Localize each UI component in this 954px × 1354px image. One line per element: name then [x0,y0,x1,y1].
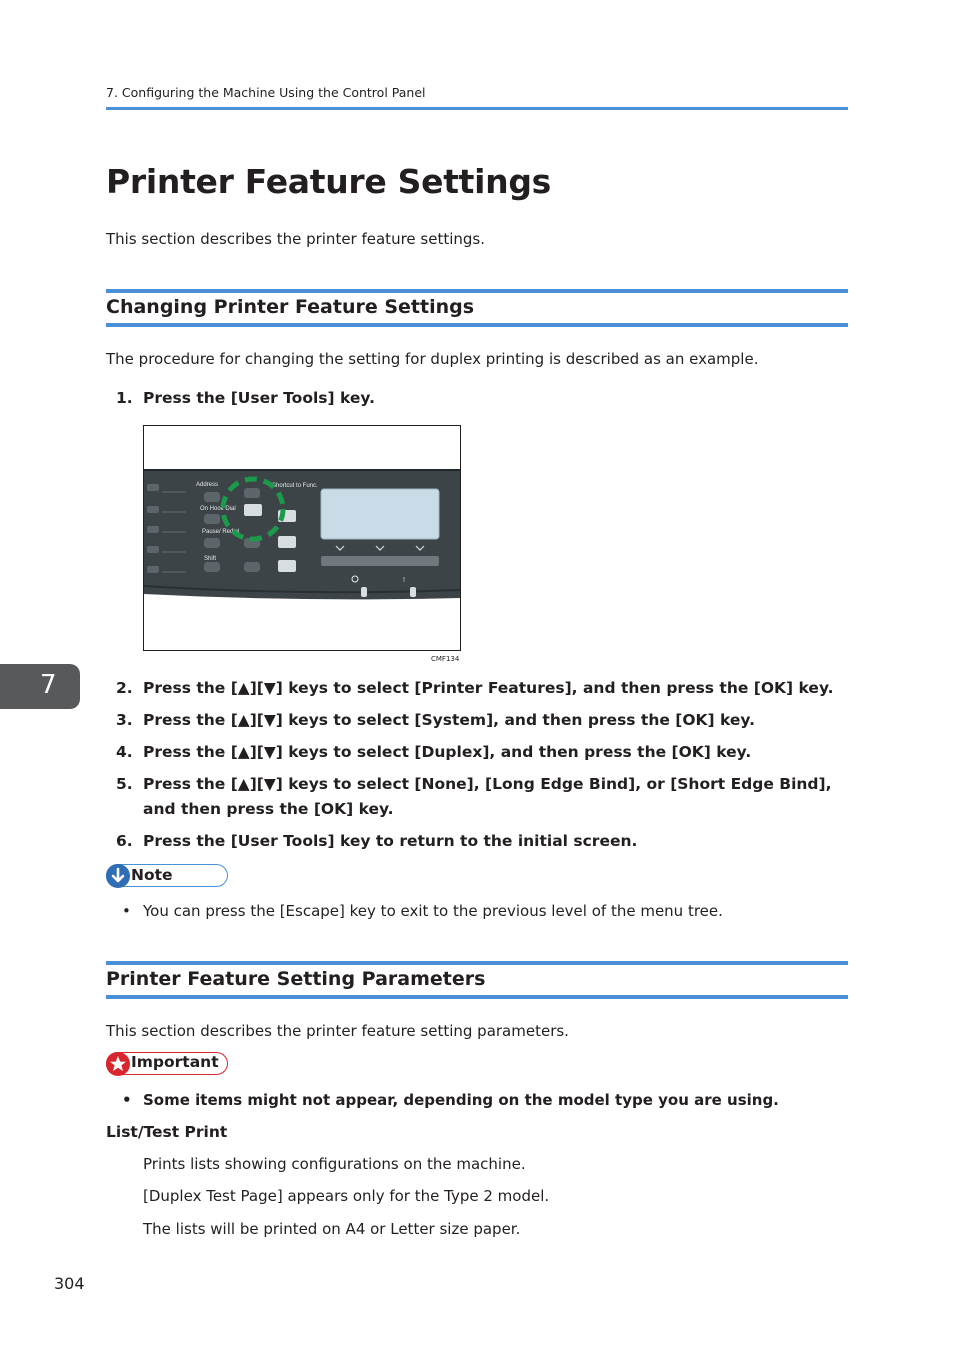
step-text: Press the [User Tools] key. [143,389,375,407]
section-rule-bottom [106,323,848,327]
parameter-term: List/Test Print [106,1123,228,1141]
section-title-parameters: Printer Feature Setting Parameters [106,968,486,990]
step-text: Press the [▲][▼] keys to select [None], [Long Edge Bind], or [Short Edge Bind], and then press the [OK] key. [143,775,832,818]
running-header: 7. Configuring the Machine Using the Control Panel [106,85,426,100]
label-on-hook: On Hook Dial [200,506,236,512]
label-pause: Pause/ Redial [202,529,240,535]
section-rule-bottom [106,995,848,999]
star-icon [106,1052,130,1076]
page-number: 304 [54,1274,85,1293]
control-panel-figure [143,425,461,651]
step-text: Press the [▲][▼] keys to select [System], and then press the [OK] key. [143,711,756,729]
step-number: 5. [116,775,133,793]
step-number: 2. [116,679,133,697]
bullet-marker: • [122,1091,132,1109]
label-address: Address [196,482,219,488]
step-number: 4. [116,743,133,761]
chapter-number: 7 [40,670,57,700]
step-number: 6. [116,832,133,850]
page-intro: This section describes the printer feature settings. [106,230,485,248]
parameter-desc: [Duplex Test Page] appears only for the Type 2 model. [143,1187,550,1205]
step-number: 3. [116,711,133,729]
bullet-marker: • [122,902,131,920]
note-label: Note [131,866,173,884]
arrow-down-circle-icon [106,864,130,888]
section2-intro: This section describes the printer feature setting parameters. [106,1022,569,1040]
section1-intro: The procedure for changing the setting for duplex printing is described as an example. [106,350,759,368]
label-shift: Shift [204,556,217,562]
step-text: Press the [▲][▼] keys to select [Duplex], and then press the [OK] key. [143,743,752,761]
parameter-desc: The lists will be printed on A4 or Letter size paper. [143,1220,521,1238]
important-label: Important [131,1053,219,1071]
step-text: Press the [User Tools] key to return to the initial screen. [143,832,638,850]
step-number: 1. [116,389,133,407]
section-rule-top [106,961,848,965]
step-text: Press the [▲][▼] keys to select [Printer Features], and then press the [OK] key. [143,679,834,697]
section-title-changing: Changing Printer Feature Settings [106,296,475,318]
note-text: You can press the [Escape] key to exit to the previous level of the menu tree. [143,902,723,920]
label-shortcut: Shortcut to Func. [272,483,318,489]
control-panel-illustration [144,426,460,650]
header-rule [106,107,848,110]
important-text: Some items might not appear, depending on the model type you are using. [143,1091,779,1109]
section-rule-top [106,289,848,293]
parameter-desc: Prints lists showing configurations on the machine. [143,1155,526,1173]
svg-text:!: ! [403,577,405,584]
figure-caption: CMF134 [431,655,460,663]
page-title: Printer Feature Settings [106,162,552,201]
